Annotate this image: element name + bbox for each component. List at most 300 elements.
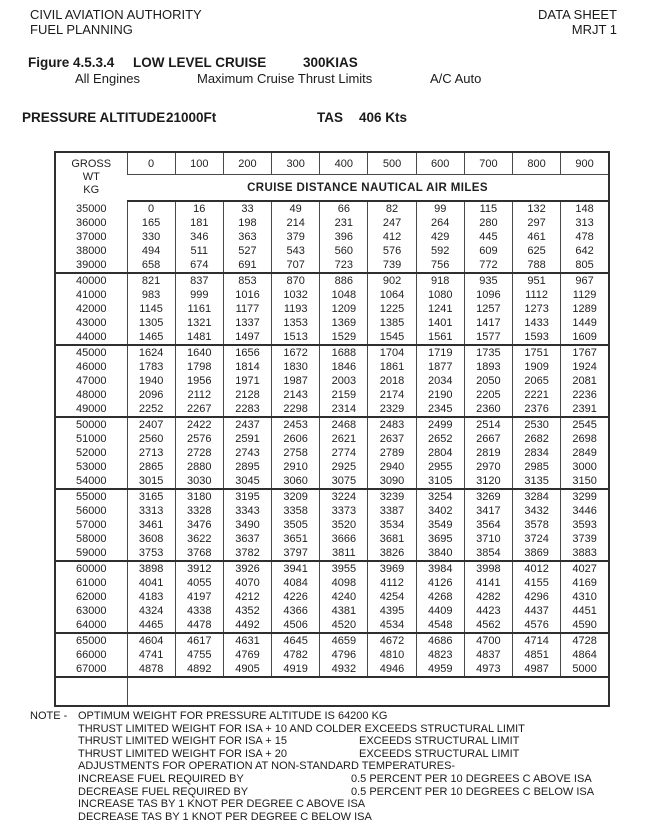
distance-cell: 3150 [561,474,609,489]
table-row [55,244,609,258]
distance-cell: 1209 [320,302,368,316]
pressure-altitude-value: 21000Ft [166,110,217,125]
distance-cell: 902 [368,273,416,288]
distance-cell: 4905 [223,662,271,677]
distance-cell: 3195 [223,489,271,504]
distance-cell: 4451 [561,604,609,618]
distance-cell: 2743 [223,446,271,460]
distance-cell: 2437 [223,417,271,432]
table-row [55,489,609,504]
distance-cell: 3710 [464,532,512,546]
table-row [55,432,609,446]
distance-cell: 2591 [223,432,271,446]
distance-cell: 983 [127,288,175,302]
distance-cell: 1016 [223,288,271,302]
distance-cell: 2298 [272,402,320,417]
distance-cell: 3135 [513,474,561,489]
fuel-column-header: 100 [175,152,223,175]
distance-cell: 2034 [416,374,464,388]
distance-cell: 2174 [368,388,416,402]
subject-title: FUEL PLANNING [30,22,133,37]
distance-cell: 82 [368,201,416,216]
distance-cell: 1940 [127,374,175,388]
distance-cell: 756 [416,258,464,273]
distance-cell: 396 [320,230,368,244]
distance-cell: 1080 [416,288,464,302]
distance-cell: 3254 [416,489,464,504]
distance-cell: 3417 [464,504,512,518]
note-line-left: THRUST LIMITED WEIGHT FOR ISA + 15 [78,735,287,748]
distance-cell: 3520 [320,518,368,532]
cruise-table-wrapper [54,151,610,707]
distance-cell: 1096 [464,288,512,302]
fuel-column-header: 800 [513,152,561,175]
distance-cell: 198 [223,216,271,230]
distance-cell: 1798 [175,360,223,374]
gross-weight-cell: 62000 [75,591,107,603]
distance-cell: 4310 [561,590,609,604]
distance-cell: 1846 [320,360,368,374]
distance-cell: 1048 [320,288,368,302]
distance-cell: 999 [175,288,223,302]
distance-cell: 379 [272,230,320,244]
gross-weight-cell: 53000 [75,461,107,473]
distance-cell: 4851 [513,648,561,662]
distance-cell: 2360 [464,402,512,417]
distance-cell: 609 [464,244,512,258]
distance-cell: 4741 [127,648,175,662]
distance-cell: 4534 [368,618,416,633]
band-title: CRUISE DISTANCE NAUTICAL AIR MILES [127,175,609,202]
distance-cell: 1672 [272,345,320,360]
distance-cell: 2407 [127,417,175,432]
distance-cell: 3105 [416,474,464,489]
gross-weight-cell: 48000 [75,389,107,401]
distance-cell: 4381 [320,604,368,618]
distance-cell: 527 [223,244,271,258]
fuel-column-header: 900 [561,152,609,175]
distance-cell: 2621 [320,432,368,446]
distance-cell: 1321 [175,316,223,330]
distance-cell: 445 [464,230,512,244]
distance-cell: 4296 [513,590,561,604]
distance-cell: 1161 [175,302,223,316]
distance-cell: 297 [513,216,561,230]
distance-cell: 2728 [175,446,223,460]
distance-cell: 3782 [223,546,271,561]
distance-cell: 739 [368,258,416,273]
gross-weight-cell: 57000 [75,519,107,531]
table-row [55,330,609,345]
distance-cell: 247 [368,216,416,230]
distance-cell: 2159 [320,388,368,402]
distance-cell: 1481 [175,330,223,345]
distance-cell: 560 [320,244,368,258]
figure-name: LOW LEVEL CRUISE [133,55,267,70]
distance-cell: 3075 [320,474,368,489]
distance-cell: 461 [513,230,561,244]
note-line: ADJUSTMENTS FOR OPERATION AT NON-STANDARD TEMPERATURES- [78,760,456,773]
gross-weight-cell: 64000 [75,619,107,631]
distance-cell: 429 [416,230,464,244]
distance-cell: 5000 [561,662,609,677]
distance-cell: 4520 [320,618,368,633]
table-row [55,258,609,273]
note-line-right: EXCEEDS STRUCTURAL LIMIT [359,735,520,748]
distance-cell: 4112 [368,576,416,590]
note-line [78,735,594,748]
distance-cell: 511 [175,244,223,258]
distance-cell: 4631 [223,633,271,648]
distance-cell: 967 [561,273,609,288]
gross-weight-cell: 47000 [75,375,107,387]
distance-cell: 4769 [223,648,271,662]
distance-cell: 3209 [272,489,320,504]
distance-cell: 2096 [127,388,175,402]
distance-cell: 2637 [368,432,416,446]
distance-cell: 918 [416,273,464,288]
distance-cell: 1719 [416,345,464,360]
distance-cell: 4437 [513,604,561,618]
distance-cell: 3015 [127,474,175,489]
page-header [30,7,617,37]
distance-cell: 4590 [561,618,609,633]
distance-cell: 4240 [320,590,368,604]
gross-weight-cell: 60000 [55,561,127,576]
distance-cell: 4959 [416,662,464,677]
figure-speed: 300KIAS [303,55,358,70]
distance-cell: 3608 [127,532,175,546]
distance-cell: 3461 [127,518,175,532]
distance-cell: 2345 [416,402,464,417]
distance-cell: 2499 [416,417,464,432]
distance-cell: 788 [513,258,561,273]
distance-cell: 4810 [368,648,416,662]
note-line-right: 0.5 PERCENT PER 10 DEGREES C BELOW ISA [351,785,595,798]
distance-cell: 2283 [223,402,271,417]
distance-cell: 99 [416,201,464,216]
distance-cell: 4755 [175,648,223,662]
distance-cell: 280 [464,216,512,230]
distance-cell: 3165 [127,489,175,504]
distance-cell: 1385 [368,316,416,330]
distance-cell: 1656 [223,345,271,360]
distance-cell: 4700 [464,633,512,648]
distance-cell: 4506 [272,618,320,633]
distance-cell: 4478 [175,618,223,633]
distance-cell: 165 [127,216,175,230]
distance-cell: 2985 [513,460,561,474]
distance-cell: 2667 [464,432,512,446]
distance-cell: 2267 [175,402,223,417]
fuel-column-header: 500 [368,152,416,175]
distance-cell: 4465 [127,618,175,633]
distance-cell: 3768 [175,546,223,561]
gross-wt-kg-header: GROSS WT KG [71,157,112,196]
distance-cell: 1609 [561,330,609,345]
distance-cell: 1861 [368,360,416,374]
distance-cell: 4823 [416,648,464,662]
gross-weight-cell: 58000 [75,533,107,545]
gross-weight-cell: 59000 [75,547,107,559]
distance-cell: 1529 [320,330,368,345]
distance-cell: 231 [320,216,368,230]
distance-cell: 264 [416,216,464,230]
distance-cell: 1624 [127,345,175,360]
distance-cell: 2468 [320,417,368,432]
distance-cell: 1305 [127,316,175,330]
gross-weight-cell: 61000 [75,577,107,589]
fuel-column-header: 700 [464,152,512,175]
distance-cell: 1830 [272,360,320,374]
distance-cell: 642 [561,244,609,258]
header-right [538,7,617,37]
distance-cell: 2391 [561,402,609,417]
fuel-column-header: 400 [320,152,368,175]
distance-cell: 1032 [272,288,320,302]
note-line: DECREASE TAS BY 1 KNOT PER DEGREE C BELOW ISA [78,810,372,823]
distance-cell: 3120 [464,474,512,489]
table-row [55,388,609,402]
distance-cell: 3358 [272,504,320,518]
distance-cell: 1337 [223,316,271,330]
table-row [55,216,609,230]
note-line [78,748,594,761]
table-row [55,316,609,330]
distance-cell: 2970 [464,460,512,474]
distance-cell: 805 [561,258,609,273]
distance-cell: 1145 [127,302,175,316]
distance-cell: 4932 [320,662,368,677]
distance-cell: 625 [513,244,561,258]
figure-number: Figure 4.5.3.4 [28,55,115,70]
distance-cell: 478 [561,230,609,244]
distance-cell: 1593 [513,330,561,345]
distance-cell: 4027 [561,561,609,576]
distance-cell: 2545 [561,417,609,432]
note-line-right: EXCEEDS STRUCTURAL LIMIT [359,747,520,760]
distance-cell: 935 [464,273,512,288]
distance-cell: 2221 [513,388,561,402]
distance-cell: 1353 [272,316,320,330]
distance-cell: 1177 [223,302,271,316]
distance-cell: 4686 [416,633,464,648]
distance-cell: 3941 [272,561,320,576]
distance-cell: 4728 [561,633,609,648]
table-header-row [55,152,609,175]
gross-weight-cell: 49000 [75,403,107,415]
distance-cell: 4268 [416,590,464,604]
conditions-line [22,110,407,125]
distance-cell: 313 [561,216,609,230]
distance-cell: 2606 [272,432,320,446]
distance-cell: 1751 [513,345,561,360]
distance-cell: 330 [127,230,175,244]
distance-cell: 3299 [561,489,609,504]
distance-cell: 2205 [464,388,512,402]
distance-cell: 1369 [320,316,368,330]
distance-cell: 3637 [223,532,271,546]
distance-cell: 2819 [464,446,512,460]
gross-weight-cell: 44000 [75,331,107,343]
distance-cell: 3060 [272,474,320,489]
distance-cell: 3224 [320,489,368,504]
distance-cell: 1273 [513,302,561,316]
distance-cell: 1112 [513,288,561,302]
distance-cell: 1241 [416,302,464,316]
note-line: THRUST LIMITED WEIGHT FOR ISA + 10 AND COLDER EXCEEDS STRUCTURAL LIMIT [78,722,525,735]
distance-cell: 3505 [272,518,320,532]
note-line-left: INCREASE FUEL REQUIRED BY [78,772,244,785]
gross-weight-cell: 56000 [75,505,107,517]
distance-cell: 4409 [416,604,464,618]
distance-cell: 1893 [464,360,512,374]
distance-cell: 4041 [127,576,175,590]
aircraft-model: MRJT 1 [571,22,617,37]
note-line: INCREASE TAS BY 1 KNOT PER DEGREE C ABOVE ISA [78,798,366,811]
distance-cell: 1465 [127,330,175,345]
empty-cell [55,677,127,706]
distance-cell: 2713 [127,446,175,460]
table-row [55,662,609,677]
gross-weight-cell: 38000 [75,245,107,257]
header-left [30,7,202,37]
distance-cell: 3432 [513,504,561,518]
distance-cell: 4055 [175,576,223,590]
distance-cell: 4169 [561,576,609,590]
distance-cell: 4070 [223,576,271,590]
fuel-column-header: 300 [272,152,320,175]
distance-cell: 3854 [464,546,512,561]
distance-cell: 870 [272,273,320,288]
distance-cell: 4878 [127,662,175,677]
distance-cell: 2895 [223,460,271,474]
distance-cell: 4576 [513,618,561,633]
distance-cell: 3926 [223,561,271,576]
distance-cell: 2955 [416,460,464,474]
table-row [55,633,609,648]
distance-cell: 148 [561,201,609,216]
table-row [55,546,609,561]
band-row [55,175,609,202]
distance-cell: 4837 [464,648,512,662]
distance-cell: 2652 [416,432,464,446]
distance-cell: 3343 [223,504,271,518]
distance-cell: 3681 [368,532,416,546]
ac-mode-label: A/C Auto [430,71,482,86]
table-row [55,590,609,604]
distance-cell: 4987 [513,662,561,677]
distance-cell: 4617 [175,633,223,648]
distance-cell: 412 [368,230,416,244]
thrust-label: Maximum Cruise Thrust Limits [197,71,373,86]
distance-cell: 66 [320,201,368,216]
distance-cell: 1909 [513,360,561,374]
distance-cell: 2698 [561,432,609,446]
distance-cell: 2865 [127,460,175,474]
gross-weight-cell: 52000 [75,447,107,459]
gross-weight-cell: 45000 [55,345,127,360]
distance-cell: 1971 [223,374,271,388]
distance-cell: 2112 [175,388,223,402]
distance-cell: 1688 [320,345,368,360]
distance-cell: 4562 [464,618,512,633]
distance-cell: 1735 [464,345,512,360]
distance-cell: 2065 [513,374,561,388]
distance-cell: 2774 [320,446,368,460]
distance-cell: 2314 [320,402,368,417]
distance-cell: 3869 [513,546,561,561]
distance-cell: 4919 [272,662,320,677]
distance-cell: 1640 [175,345,223,360]
distance-cell: 3373 [320,504,368,518]
distance-cell: 3269 [464,489,512,504]
distance-cell: 4226 [272,590,320,604]
table-row [55,518,609,532]
distance-cell: 33 [223,201,271,216]
distance-cell: 674 [175,258,223,273]
distance-cell: 2789 [368,446,416,460]
distance-cell: 4892 [175,662,223,677]
distance-cell: 2376 [513,402,561,417]
distance-cell: 4423 [464,604,512,618]
table-row [55,302,609,316]
distance-cell: 2758 [272,446,320,460]
cruise-table [54,151,610,707]
gross-weight-cell: 50000 [55,417,127,432]
note-line [78,786,594,799]
distance-cell: 853 [223,273,271,288]
distance-cell: 3090 [368,474,416,489]
tas-label: TAS [317,110,343,125]
distance-cell: 2804 [416,446,464,460]
empty-row [55,677,609,706]
distance-cell: 3387 [368,504,416,518]
distance-cell: 2834 [513,446,561,460]
table-row [55,446,609,460]
distance-cell: 3000 [561,460,609,474]
distance-cell: 3797 [272,546,320,561]
gross-weight-cell: 65000 [55,633,127,648]
distance-cell: 1704 [368,345,416,360]
distance-cell: 2849 [561,446,609,460]
distance-cell: 3328 [175,504,223,518]
gross-weight-cell: 67000 [75,663,107,675]
distance-cell: 4672 [368,633,416,648]
table-row [55,288,609,302]
note-line-right: 0.5 PERCENT PER 10 DEGREES C ABOVE ISA [351,772,592,785]
distance-cell: 3695 [416,532,464,546]
table-row [55,648,609,662]
table-row [55,561,609,576]
distance-cell: 3739 [561,532,609,546]
distance-cell: 1417 [464,316,512,330]
distance-cell: 3998 [464,561,512,576]
distance-cell: 4548 [416,618,464,633]
gross-weight-cell: 51000 [75,433,107,445]
gross-weight-cell: 54000 [75,475,107,487]
gross-weight-cell: 46000 [75,361,107,373]
distance-cell: 214 [272,216,320,230]
distance-cell: 3490 [223,518,271,532]
distance-cell: 2880 [175,460,223,474]
table-row [55,417,609,432]
distance-cell: 658 [127,258,175,273]
distance-cell: 2003 [320,374,368,388]
gross-weight-cell: 39000 [75,259,107,271]
distance-cell: 3651 [272,532,320,546]
distance-cell: 4141 [464,576,512,590]
